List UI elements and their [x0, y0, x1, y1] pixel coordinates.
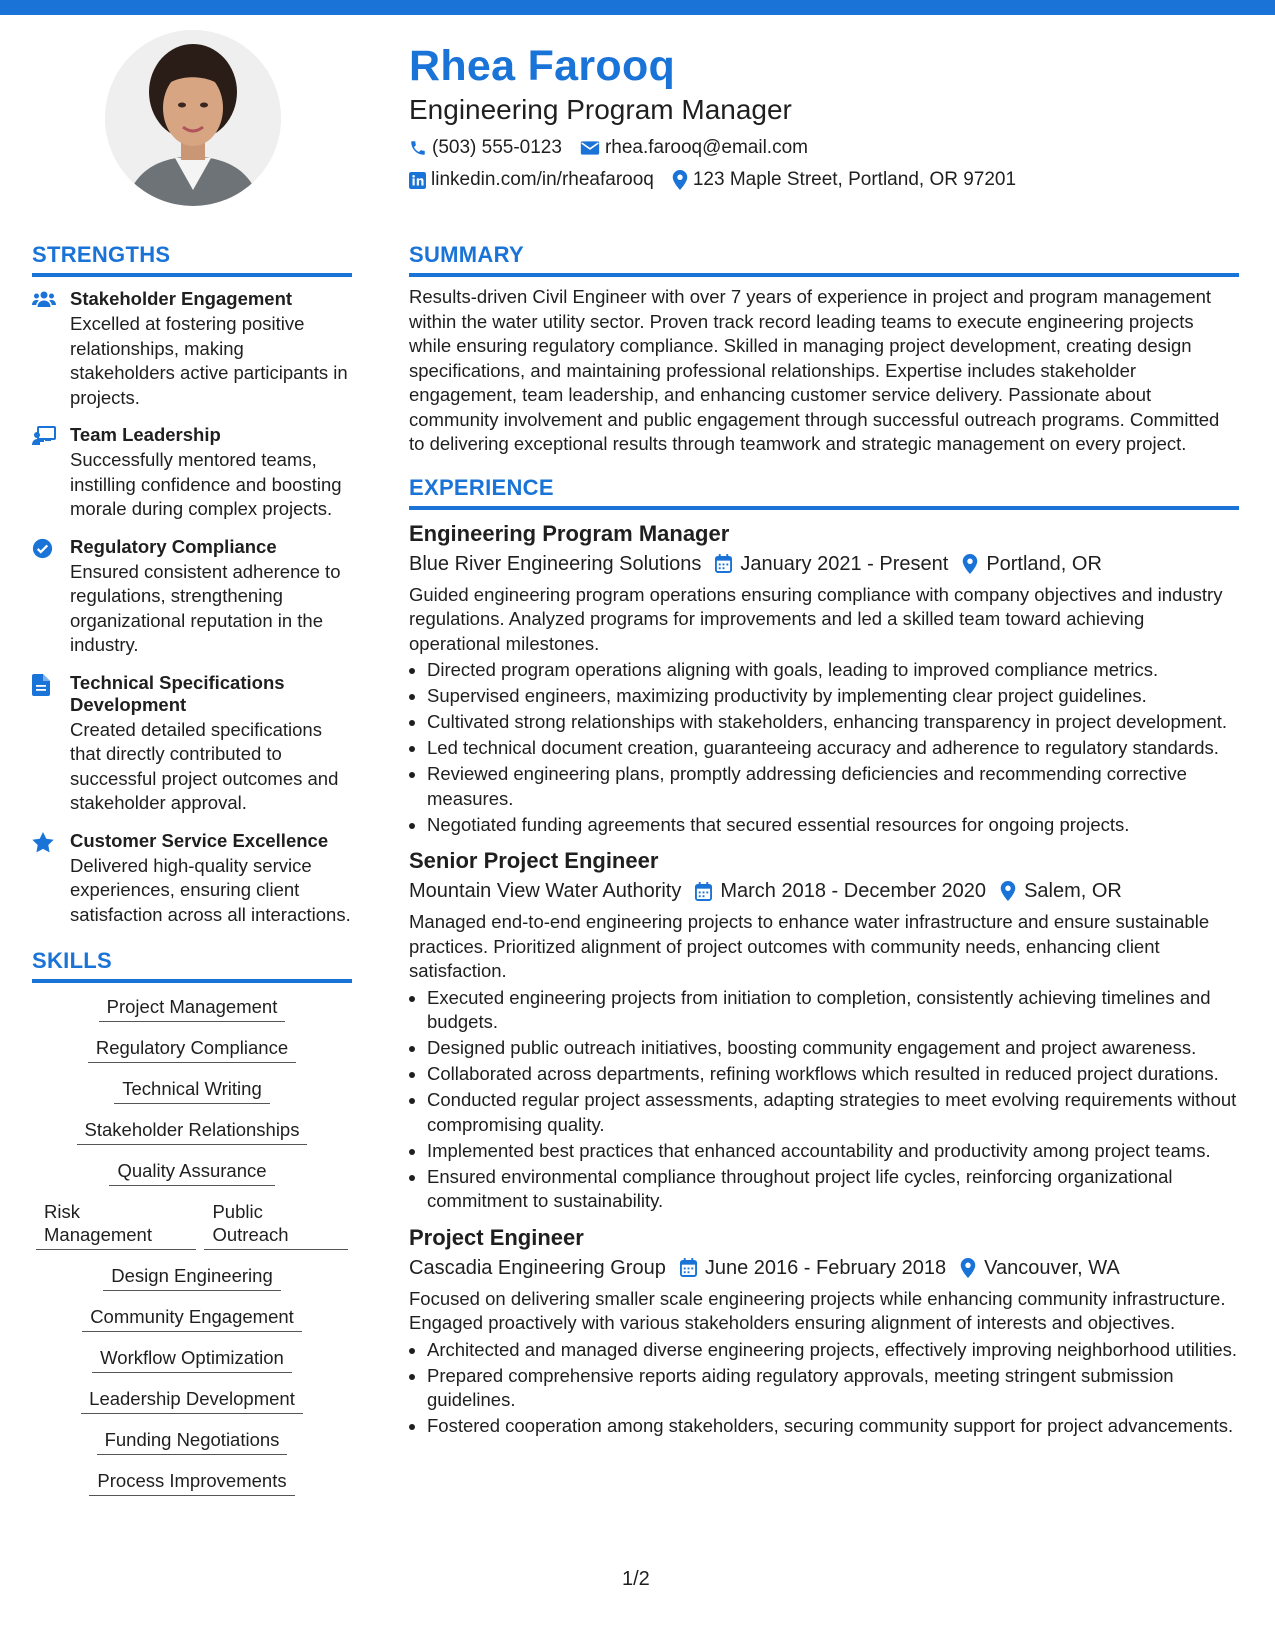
job-company: Blue River Engineering Solutions: [409, 552, 702, 575]
job-bullet: • Ensured environmental compliance throughout project life cycles, reinforcing organizational commitment to sustainability.: [427, 1165, 1239, 1214]
strength-desc: Created detailed specifications that directly contributed to successful project outcomes and stakeholder approval.: [70, 718, 339, 813]
job-bullet: • Led technical document creation, guaranteeing accuracy and adherence to regulatory standards.: [427, 736, 1239, 761]
strength-item: [32, 424, 352, 522]
phone-text: (503) 555-0123: [432, 137, 562, 158]
top-accent-bar: [0, 0, 1275, 15]
strength-desc: Delivered high-quality service experiences, ensuring client satisfaction across all interactions.: [70, 854, 351, 925]
strength-desc: Excelled at fostering positive relationships, making stakeholders active participants in projects.: [70, 313, 348, 408]
strength-title: Customer Service Excellence: [70, 829, 329, 851]
job-location: Vancouver, WA: [984, 1256, 1120, 1279]
skill-tag: Process Improvements: [89, 1469, 294, 1496]
job-meta: [409, 1255, 1239, 1281]
job-entry: [409, 1224, 1239, 1439]
skill-tag: Community Engagement: [82, 1305, 302, 1332]
job-company: Mountain View Water Authority: [409, 880, 682, 902]
job-bullet: • Fostered cooperation among stakeholders, securing community support for project advancements.: [427, 1414, 1239, 1439]
job-bullet: • Collaborated across departments, refining workflows which resulted in reduced project durations.: [427, 1062, 1239, 1087]
job-bullets: [409, 1338, 1239, 1439]
job-dates: June 2016 - February 2018: [704, 1256, 947, 1279]
strength-item: [32, 536, 352, 658]
job-bullets: [409, 986, 1239, 1214]
skill-tag: Stakeholder Relationships: [77, 1118, 308, 1145]
strength-title: Team Leadership: [70, 424, 221, 445]
linkedin-icon: [409, 172, 426, 189]
skills-list: [32, 995, 352, 1510]
job-description: Focused on delivering smaller scale engineering projects while enhancing community infrastructure. Engaged proactively with various stakeholders ensuring alignment of interests and objectives.: [409, 1287, 1226, 1333]
summary-heading: SUMMARY: [409, 242, 1239, 277]
job-location: Salem, OR: [1024, 880, 1122, 902]
linkedin-text[interactable]: linkedin.com/in/rheafarooq: [431, 169, 654, 190]
candidate-name: Rhea Farooq: [409, 42, 676, 90]
email-contact[interactable]: [580, 136, 808, 160]
job-title: Project Engineer: [409, 1224, 584, 1250]
job-title: Engineering Program Manager: [409, 520, 730, 546]
job-bullet: • Directed program operations aligning with goals, leading to improved compliance metrics.: [427, 658, 1239, 683]
contact-row-2: [409, 168, 1229, 192]
address-contact: [672, 168, 1016, 192]
email-text[interactable]: rhea.farooq@email.com: [604, 137, 808, 158]
job-bullet: • Designed public outreach initiatives, boosting community engagement and project awareness.: [427, 1036, 1239, 1061]
document-icon: [32, 674, 50, 696]
strengths-heading: STRENGTHS: [32, 242, 352, 277]
skill-tag: Technical Writing: [114, 1077, 270, 1104]
skill-tag: Regulatory Compliance: [88, 1036, 296, 1063]
teacher-board-icon: [32, 426, 56, 446]
summary-text: Results-driven Civil Engineer with over 7 years of experience in project and program management within the water utility sector. Proven track record leading teams to execute engineering projects while ensuring regulatory compliance. Skilled in managing project development, creating design specifications, and maintaining professional relationships. Expertise includes stakeholder engagement, team leadership, and enhancing customer service delivery. Passionate about community involvement and public engagement through successful outreach programs. Committed to delivering exceptional results through teamwork and strategic management on every project.: [409, 286, 1220, 454]
skill-tag: Public Outreach: [204, 1200, 348, 1250]
skill-tag: Project Management: [99, 995, 286, 1022]
strength-item: [32, 288, 352, 410]
check-circle-icon: [32, 538, 53, 559]
skill-tag: Funding Negotiations: [97, 1428, 288, 1455]
skill-tag: Risk Management: [36, 1200, 196, 1250]
skills-heading: SKILLS: [32, 948, 352, 983]
job-bullet: • Negotiated funding agreements that secured essential resources for ongoing projects.: [427, 813, 1239, 838]
job-meta: [409, 878, 1239, 904]
job-entry: [409, 520, 1239, 838]
calendar-icon: [680, 1258, 697, 1277]
skill-tag: Leadership Development: [81, 1387, 303, 1414]
job-bullet: • Architected and managed diverse engineering projects, effectively improving neighborhood utilities.: [427, 1338, 1239, 1363]
location-pin-icon: [962, 554, 978, 574]
location-pin-icon: [1000, 881, 1016, 901]
profile-photo: [105, 30, 281, 206]
job-description: Managed end-to-end engineering projects to enhance water infrastructure and ensure sustainable practices. Prioritized alignment of project outcomes with community needs, enhancing client satisfaction.: [409, 911, 1210, 981]
job-meta: [409, 551, 1239, 577]
job-bullet: • Conducted regular project assessments, adapting strategies to meet evolving requirements without compromising quality.: [427, 1088, 1239, 1137]
job-description: Guided engineering program operations ensuring compliance with company objectives and industry regulations. Analyzed programs for improvements and led a skilled team toward achieving operational milestones.: [409, 583, 1223, 654]
left-column: [32, 242, 352, 1510]
strength-title: Regulatory Compliance: [70, 535, 277, 557]
job-bullet: • Supervised engineers, maximizing productivity by implementing clear project guidelines.: [427, 684, 1239, 709]
strengths-list: [32, 288, 352, 927]
strength-desc: Successfully mentored teams, instilling confidence and boosting morale during complex projects.: [70, 449, 342, 519]
strength-item: [32, 672, 352, 816]
phone-icon: [409, 139, 427, 157]
strength-desc: Ensured consistent adherence to regulations, strengthening organizational reputation in the industry.: [70, 560, 341, 655]
location-pin-icon: [672, 170, 688, 190]
job-bullets: [409, 658, 1239, 837]
calendar-icon: [715, 554, 732, 573]
candidate-role: Engineering Program Manager: [409, 94, 792, 125]
skill-tag: Design Engineering: [103, 1264, 280, 1291]
job-entry: [409, 847, 1239, 1214]
address-text: 123 Maple Street, Portland, OR 97201: [692, 169, 1017, 190]
job-company: Cascadia Engineering Group: [409, 1256, 666, 1279]
job-bullet: • Reviewed engineering plans, promptly addressing deficiencies and recommending corrective measures.: [427, 762, 1239, 811]
linkedin-contact[interactable]: [409, 168, 654, 192]
contact-row-1: [409, 136, 1229, 160]
job-dates: March 2018 - December 2020: [720, 880, 987, 902]
skill-tag: Quality Assurance: [109, 1159, 274, 1186]
experience-heading: EXPERIENCE: [409, 475, 1239, 510]
right-column: [409, 242, 1239, 1440]
strength-item: [32, 830, 352, 928]
job-bullet: • Executed engineering projects from initiation to completion, consistently achieving timelines and budgets.: [427, 986, 1239, 1035]
resume-header: [409, 40, 1229, 192]
strength-title: Stakeholder Engagement: [70, 288, 293, 309]
users-icon: [32, 290, 56, 308]
job-bullet: • Implemented best practices that enhanced accountability and productivity among project teams.: [427, 1139, 1239, 1164]
star-icon: [32, 832, 54, 853]
job-bullet: • Cultivated strong relationships with stakeholders, enhancing transparency in project development.: [427, 710, 1239, 735]
calendar-icon: [695, 882, 712, 901]
page-number: 1/2: [622, 1568, 650, 1590]
location-pin-icon: [960, 1258, 976, 1278]
job-dates: January 2021 - Present: [740, 552, 949, 575]
skill-tag: Workflow Optimization: [92, 1346, 292, 1373]
phone-contact: [409, 136, 562, 160]
strength-title: Technical Specifications Development: [70, 671, 285, 715]
job-bullet: • Prepared comprehensive reports aiding regulatory approvals, meeting stringent submission guidelines.: [427, 1364, 1239, 1413]
job-title: Senior Project Engineer: [409, 848, 659, 873]
email-icon: [580, 140, 600, 156]
job-location: Portland, OR: [986, 552, 1102, 575]
experience-list: [409, 520, 1239, 1439]
